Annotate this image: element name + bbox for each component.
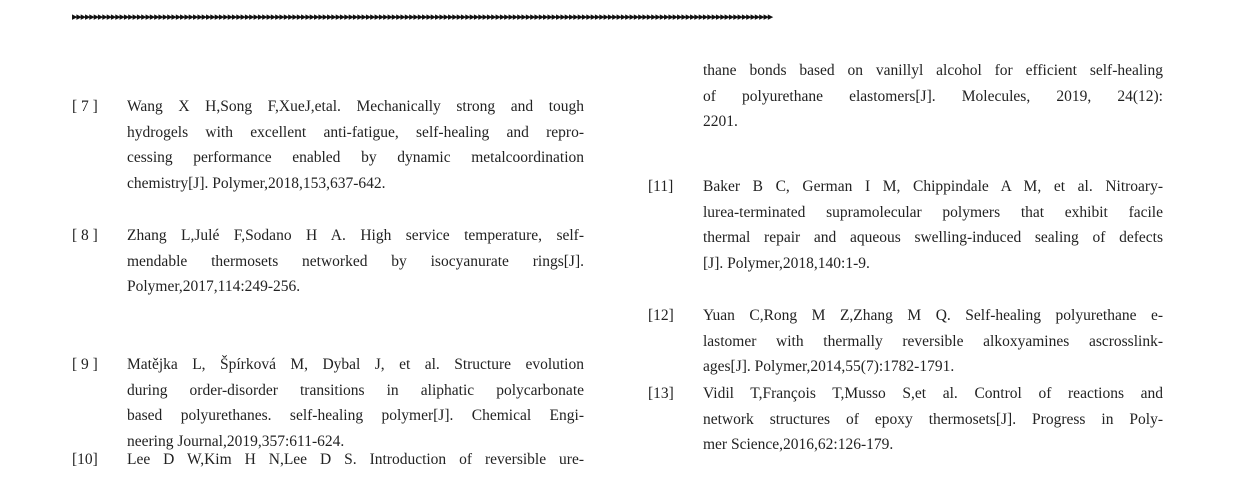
reference-entry <box>648 58 1163 135</box>
reference-entry <box>648 303 1163 380</box>
reference-number: [ 7 ] <box>72 98 98 115</box>
reference-line: Matějka L, Špírková M, Dybal J, et al. Structure evolution <box>127 356 584 373</box>
reference-line: Vidil T,François T,Musso S,et al. Control of reactions and <box>703 385 1163 402</box>
reference-line: mer Science,2016,62:126-179. <box>703 436 894 454</box>
reference-line: thermal repair and aqueous swelling-induced sealing of defects <box>703 229 1163 247</box>
reference-line: ages[J]. Polymer,2014,55(7):1782-1791. <box>703 358 955 376</box>
reference-line: Yuan C,Rong M Z,Zhang M Q. Self-healing polyurethane e- <box>703 307 1163 324</box>
reference-entry <box>648 381 1163 458</box>
reference-line: Polymer,2017,114:249-256. <box>127 278 301 296</box>
reference-number: [ 8 ] <box>72 227 98 244</box>
reference-line: Baker B C, German I M, Chippindale A M, et al. Nitroary- <box>703 178 1163 195</box>
reference-number: [13] <box>648 385 674 402</box>
reference-line: network structures of epoxy thermosets[J]. Progress in Poly- <box>703 410 1163 428</box>
reference-line: mendable thermosets networked by isocyanurate rings[J]. <box>127 252 584 270</box>
reference-line: during order-disorder transitions in aliphatic polycarbonate <box>127 381 584 399</box>
reference-line: lurea-terminated supramolecular polymers that exhibit facile <box>703 203 1163 221</box>
reference-number: [10] <box>72 451 98 468</box>
reference-number: [11] <box>648 178 674 195</box>
reference-line: Zhang L,Julé F,Sodano H A. High service temperature, self- <box>127 227 584 244</box>
reference-line: of polyurethane elastomers[J]. Molecules, 2019, 24(12): <box>703 87 1163 105</box>
reference-line: chemistry[J]. Polymer,2018,153,637-642. <box>127 175 386 193</box>
reference-entry <box>72 447 584 473</box>
reference-number: [ 9 ] <box>72 356 98 373</box>
reference-line: lastomer with thermally reversible alkoxyamines ascrosslink- <box>703 332 1163 350</box>
reference-line: Lee D W,Kim H N,Lee D S. Introduction of reversible ure- <box>127 451 584 468</box>
reference-line: cessing performance enabled by dynamic metalcoordination <box>127 149 584 167</box>
reference-entry <box>72 223 584 300</box>
reference-line: thane bonds based on vanillyl alcohol for efficient self-healing <box>703 62 1163 79</box>
reference-entry <box>648 174 1163 277</box>
reference-line: based polyurethanes. self-healing polymer[J]. Chemical Engi- <box>127 407 584 425</box>
reference-line: [J]. Polymer,2018,140:1-9. <box>703 255 870 273</box>
reference-line: neering Journal,2019,357:611-624. <box>127 433 345 451</box>
reference-line: Wang X H,Song F,XueJ,etal. Mechanically strong and tough <box>127 98 584 115</box>
top-decorative-rule: ▸▸▸▸▸▸▸▸▸▸▸▸▸▸▸▸▸▸▸▸▸▸▸▸▸▸▸▸▸▸▸▸▸▸▸▸▸▸▸▸▸▸▸▸▸▸▸▸▸▸▸▸▸▸▸▸▸▸▸▸▸▸▸▸▸▸▸▸▸▸▸▸▸▸▸▸▸▸▸▸▸▸▸▸▸▸▸▸▸▸▸▸▸▸▸▸▸▸▸▸▸▸▸▸▸▸▸▸▸▸▸▸▸▸▸▸▸▸▸▸▸▸▸▸▸▸▸▸▸▸▸▸▸▸▸▸▸▸▸▸▸▸▸▸▸▸▸▸▸▸▸▸▸▸▸▸▸▸▸▸▸▸ <box>72 10 773 23</box>
reference-entry <box>72 352 584 455</box>
reference-line: 2201. <box>703 113 738 131</box>
reference-line: hydrogels with excellent anti-fatigue, self-healing and repro- <box>127 123 584 141</box>
reference-number: [12] <box>648 307 674 324</box>
reference-entry <box>72 94 584 197</box>
